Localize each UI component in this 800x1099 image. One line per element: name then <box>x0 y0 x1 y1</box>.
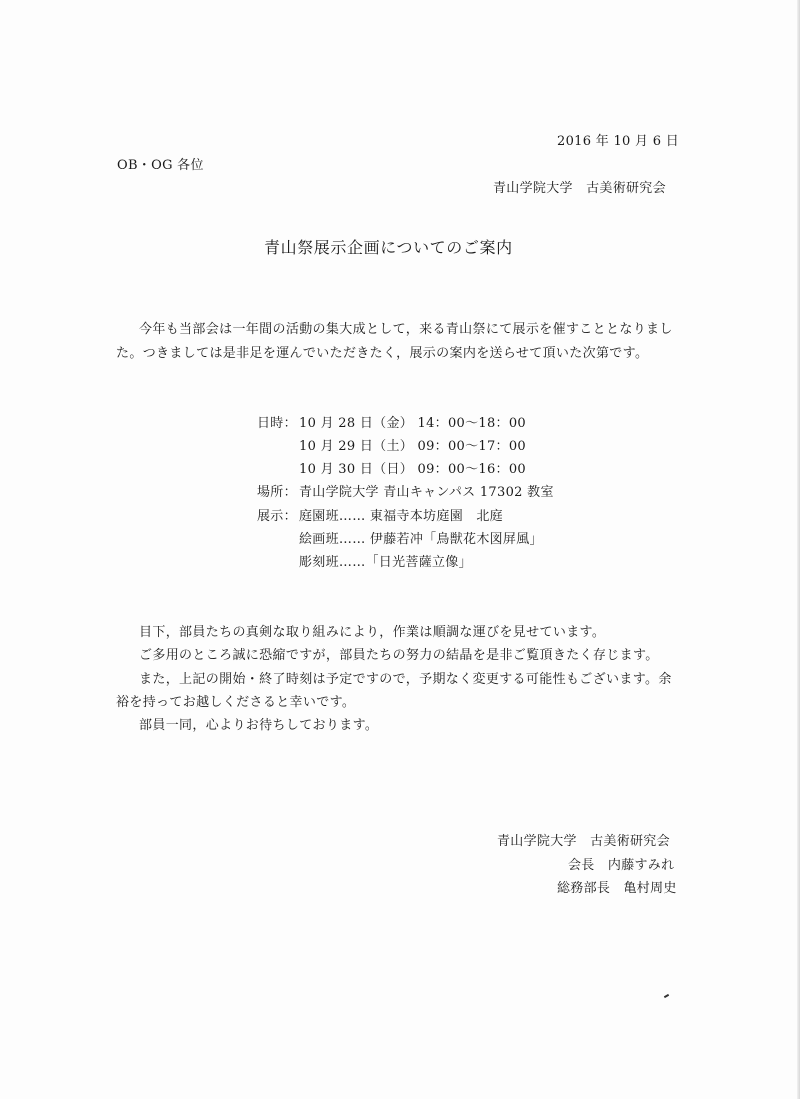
closing-paragraph-3-line-2: 裕を持ってお越しくださると幸いです。 <box>116 695 356 710</box>
date-line-3: 10 月 30 日（日） 09：00〜16：00 <box>299 462 526 477</box>
signature-president: 会長 内藤すみれ <box>568 858 675 873</box>
exhibit-label: 展示： <box>257 509 297 524</box>
date-line-1: 10 月 28 日（金） 14：00〜18：00 <box>299 416 526 431</box>
date-label: 日時： <box>257 416 297 431</box>
date-line-2: 10 月 29 日（土） 09：00〜17：00 <box>299 439 526 454</box>
recipient: OB・OG 各位 <box>117 158 204 173</box>
exhibit-painting: 絵画班…… 伊藤若冲「鳥獣花木図屏風」 <box>299 532 543 547</box>
closing-paragraph-2: ご多用のところ誠に恐縮ですが，部員たちの努力の結晶を是非ご覧頂きたく存じます。 <box>139 648 659 663</box>
signature-org: 青山学院大学 古美術研究会 <box>497 834 670 849</box>
intro-line-1: 今年も当部会は一年間の活動の集大成として，来る青山祭にて展示を催すこととなりまし <box>139 322 673 337</box>
closing-paragraph-3-line-1: また，上記の開始・終了時刻は予定ですので，予期なく変更する可能性もございます。余 <box>139 672 672 687</box>
scan-mark <box>664 994 669 998</box>
closing-paragraph-4: 部員一同，心よりお待ちしております。 <box>139 718 379 733</box>
exhibit-sculpture: 彫刻班……「日光菩薩立像」 <box>299 555 472 570</box>
document-title: 青山祭展示企画についてのご案内 <box>264 238 513 257</box>
sender-header: 青山学院大学 古美術研究会 <box>493 181 666 196</box>
place-value: 青山学院大学 青山キャンパス 17302 教室 <box>299 485 554 500</box>
letter-date: 2016 年 10 月 6 日 <box>557 134 680 149</box>
signature-general-manager: 総務部長 亀村周史 <box>557 881 677 896</box>
intro-line-2: た。つきましては是非足を運んでいただきたく，展示の案内を送らせて頂いた次第です。 <box>116 346 649 361</box>
place-label: 場所： <box>257 485 297 500</box>
closing-paragraph-1: 目下，部員たちの真剣な取り組みにより，作業は順調な運びを見せています。 <box>139 625 606 640</box>
exhibit-garden: 庭園班…… 東福寺本坊庭園 北庭 <box>299 509 503 524</box>
